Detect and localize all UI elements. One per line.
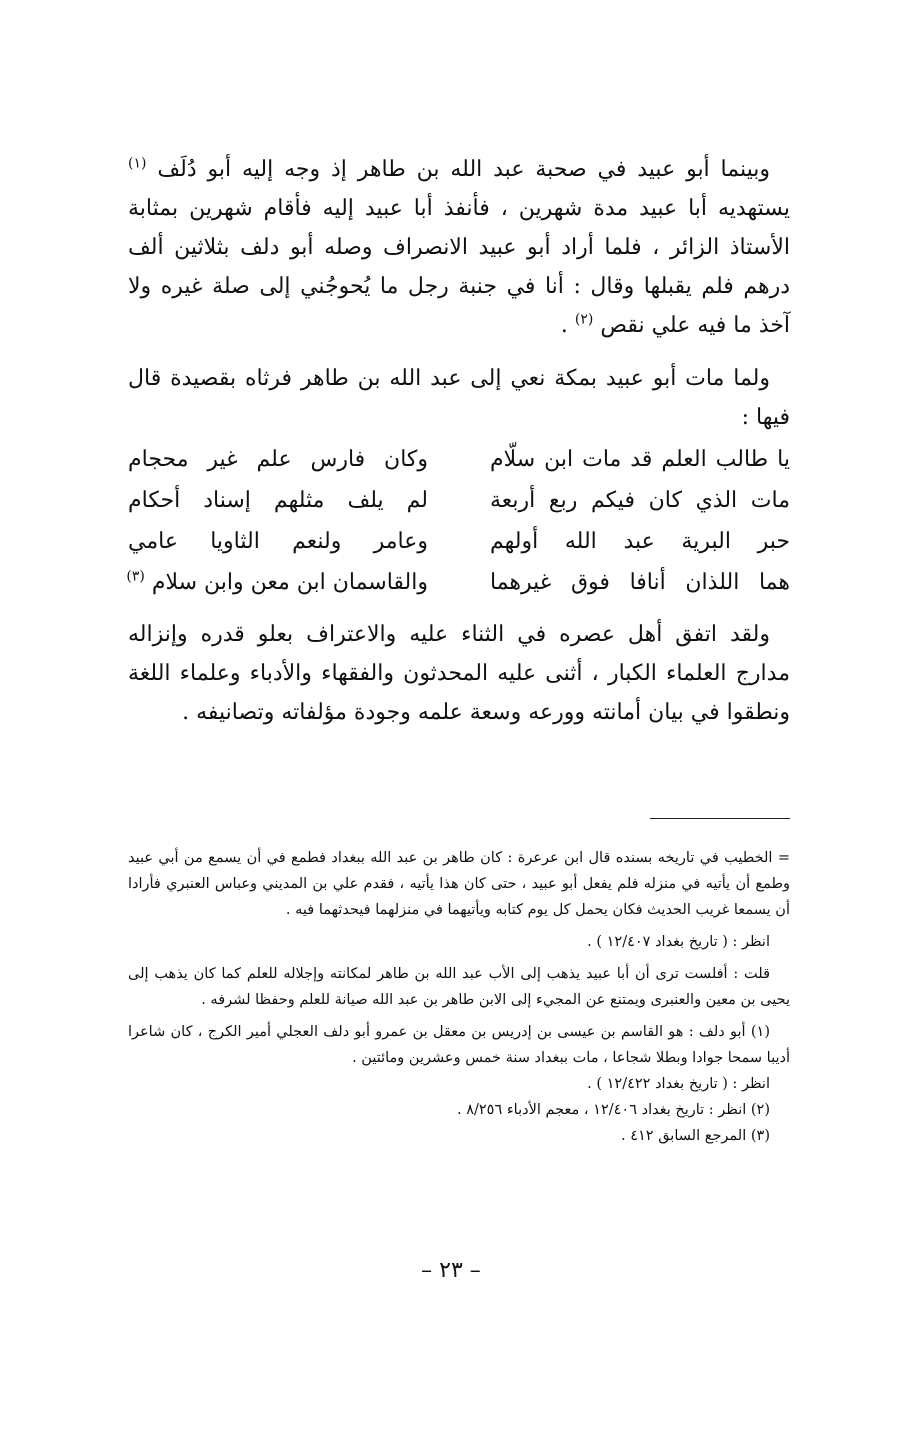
footnote-1: (١) أبو دلف : هو القاسم بن عيسى بن إدريس بن معقل بن عمرو أبو دلف العجلي أمير الكرج ، كان شاعرا أديبا سمحا جوادا وبطلا شجاعا ، مات ببغداد سنة خمس وعشرين ومائتين .	[128, 1024, 790, 1066]
verse-second-hemistich: وكان فارس علم غير محجام	[128, 447, 428, 472]
poem-verse	[128, 521, 790, 562]
verse-first-hemistich: حبر البرية عبد الله أولهم	[490, 529, 790, 554]
paragraph-text: يستهديه أبا عبيد مدة شهرين ، فأنفذ أبا عبيد إليه فأقام شهرين بمثابة الأستاذ الزائر ، فلما أراد أبو عبيد الانصراف وصله أبو دلف بثلاثين ألف درهم فلم يقبلها وقال : أنا في جنبة رجل ما يُحوجُني إلى صلة غيره ولا آخذ ما فيه علي نقص	[128, 196, 790, 338]
main-text	[128, 150, 790, 732]
verse-first-hemistich: مات الذي كان فيكم ربع أربعة	[490, 488, 790, 513]
footnote-3: (٣) المرجع السابق ٤١٢ .	[621, 1128, 770, 1144]
paragraph-abu-dulaf	[128, 150, 790, 345]
footnote-comment: قلت : أفلست ترى أن أبا عبيد يذهب إلى الأب عبد الله بن طاهر لمكانته وإجلاله للعلم كما كان يذهب إلى يحيى بن معين والعنبرى ويمتنع عن المجيء إلى الابن طاهر بن عبد الله صيانة للعلم وحفظا لشرفه .	[128, 966, 790, 1008]
poem-verse	[128, 439, 790, 480]
footnote-ref-2: (٢)	[574, 311, 594, 328]
verse-second-hemistich: لم يلف مثلهم إسناد أحكام	[128, 488, 428, 513]
paragraph-praise: ولقد اتفق أهل عصره في الثناء عليه والاعتراف بعلو قدره وإنزاله مدارج العلماء الكبار ، أثنى عليه المحدثون والفقهاء والأدباء وعلماء اللغة ونطقوا في بيان أمانته وورعه وسعة علمه وجودة مؤلفاته وتصانيفه .	[128, 622, 790, 725]
footnote-separator	[650, 818, 790, 819]
poem-verse	[128, 480, 790, 521]
footnotes	[128, 845, 790, 1149]
footnote-ref-3: (٣)	[126, 568, 145, 585]
footnote-1-reference: انظر : ( تاريخ بغداد ١٢/٤٢٢ ) .	[587, 1076, 770, 1092]
verse-second-hemistich: وعامر ولنعم الثاويا عامي	[128, 529, 428, 554]
verse-second-hemistich	[128, 562, 428, 603]
footnote-continuation: = الخطيب في تاريخه بسنده قال ابن عرعرة : كان طاهر بن عبد الله ببغداد فطمع في أن يسمع من أبي عبيد وطمع أن يأتيه في منزله فلم يفعل أبو عبيد ، حتى كان هذا يأتيه ، فقدم علي بن المديني وعباس العنبري فأرادا أن يسمعا غريب الحديث فكان يحمل كل يوم كتابه ويأتيهما في منزلهما فيحدثهما فيه .	[128, 850, 790, 918]
poem-verse	[128, 562, 790, 603]
footnote-reference: انظر : ( تاريخ بغداد ١٢/٤٠٧ ) .	[587, 934, 770, 950]
footnote-2: (٢) انظر : تاريخ بغداد ١٢/٤٠٦ ، معجم الأدباء ٨/٢٥٦ .	[456, 1102, 770, 1118]
footnote-ref-1: (١)	[128, 155, 147, 172]
paragraph-death: ولما مات أبو عبيد بمكة نعي إلى عبد الله بن طاهر فرثاه بقصيدة قال فيها :	[128, 366, 790, 430]
page-number: – ٢٣ –	[421, 1258, 481, 1283]
verse-text: والقاسمان ابن معن وابن سلام	[151, 570, 428, 595]
elegy-poem	[128, 439, 790, 603]
paragraph-text: وبينما أبو عبيد في صحبة عبد الله بن طاهر إذ وجه إليه أبو دُلَف	[157, 157, 770, 182]
verse-first-hemistich: يا طالب العلم قد مات ابن سلّام	[490, 447, 790, 472]
paragraph-end: .	[560, 313, 568, 338]
verse-first-hemistich: هما اللذان أنافا فوق غيرهما	[490, 570, 790, 595]
